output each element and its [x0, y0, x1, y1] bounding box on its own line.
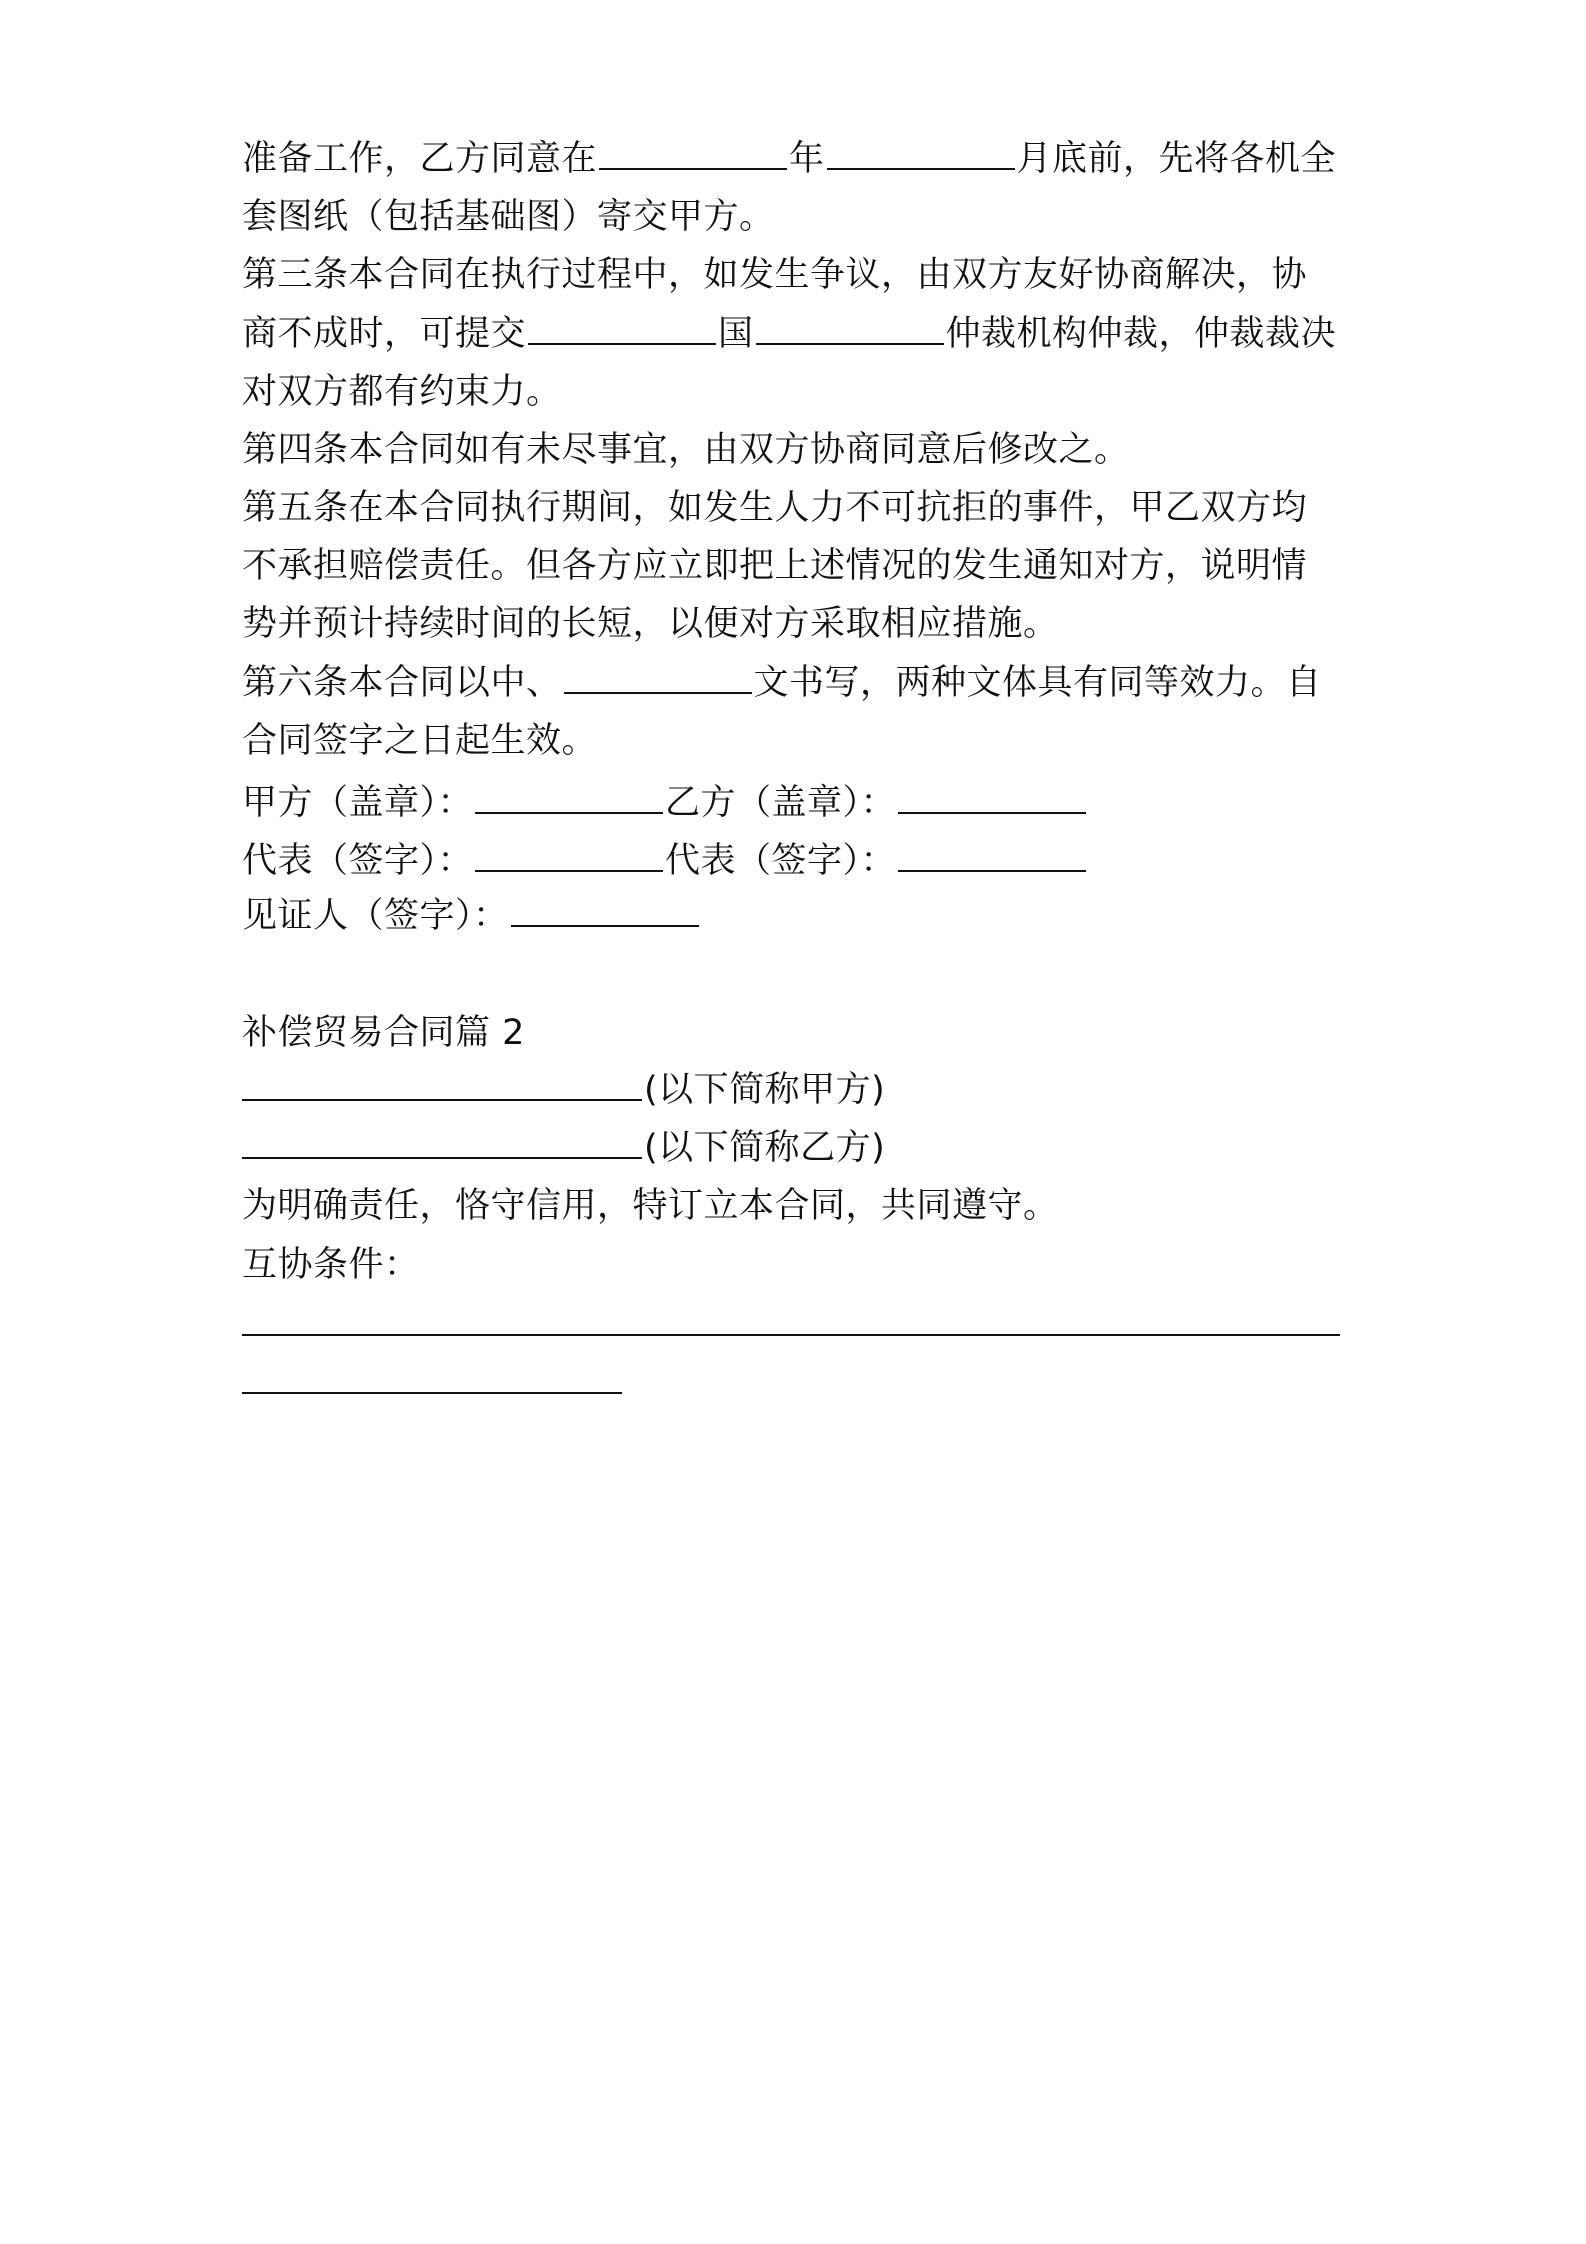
party-a-seal-field[interactable] — [475, 778, 663, 814]
blank-field-country[interactable] — [528, 309, 716, 345]
party-b-seal-field[interactable] — [898, 778, 1086, 814]
text: 仲裁机构仲裁，仲裁裁决 — [945, 314, 1337, 354]
rep-a-label: 代表（签字）： — [242, 841, 474, 881]
rep-b-label: 代表（签字）： — [665, 841, 897, 881]
paragraph-line — [242, 309, 1362, 359]
party-a-suffix: (以下简称甲方) — [644, 1070, 886, 1110]
paragraph-line: 对双方都有约束力。 — [242, 372, 562, 412]
paragraph-line: 合同签字之日起生效。 — [242, 721, 598, 761]
rep-a-field[interactable] — [475, 836, 663, 872]
text: 国 — [718, 314, 754, 354]
conditions-label: 互协条件： — [242, 1245, 420, 1285]
party-a-seal-label: 甲方（盖章）： — [242, 783, 474, 823]
party-b-line — [242, 1123, 1362, 1173]
blank-field-month[interactable] — [827, 134, 1015, 170]
conditions-line-2 — [242, 1358, 1362, 1408]
party-b-name-field[interactable] — [242, 1123, 642, 1159]
signature-line-rep — [242, 836, 1362, 886]
paragraph-line: 不承担赔偿责任。但各方应立即把上述情况的发生通知对方，说明情 — [242, 546, 1308, 586]
text: 商不成时，可提交 — [242, 314, 527, 354]
text: 年 — [789, 139, 825, 179]
text: 第六条本合同以中、 — [242, 663, 562, 703]
article-5-line: 第五条在本合同执行期间，如发生人力不可抗拒的事件，甲乙双方均 — [242, 488, 1308, 528]
paragraph-line: 套图纸（包括基础图）寄交甲方。 — [242, 197, 775, 237]
intro-line: 为明确责任，恪守信用，特订立本合同，共同遵守。 — [242, 1186, 1059, 1226]
section-2-heading: 补偿贸易合同篇 2 — [242, 1013, 525, 1053]
party-a-line — [242, 1065, 1362, 1115]
rep-b-field[interactable] — [898, 836, 1086, 872]
party-a-name-field[interactable] — [242, 1065, 642, 1101]
signature-line-witness — [242, 891, 1362, 941]
blank-field-language[interactable] — [564, 658, 752, 694]
article-4-line: 第四条本合同如有未尽事宜，由双方协商同意后修改之。 — [242, 430, 1130, 470]
paragraph-line — [242, 134, 1362, 184]
witness-field[interactable] — [511, 891, 699, 927]
witness-label: 见证人（签字）： — [242, 896, 509, 936]
text: 月底前，先将各机全 — [1016, 139, 1337, 179]
party-b-suffix: (以下简称乙方) — [644, 1128, 886, 1168]
blank-field-year[interactable] — [599, 134, 787, 170]
article-6-line — [242, 658, 1362, 708]
conditions-line-1 — [242, 1300, 1362, 1350]
paragraph-line: 势并预计持续时间的长短，以便对方采取相应措施。 — [242, 604, 1059, 644]
conditions-field-1[interactable] — [242, 1300, 1340, 1336]
blank-field-arbitration[interactable] — [756, 309, 944, 345]
text: 文书写，两种文体具有同等效力。自 — [753, 663, 1322, 703]
conditions-field-2[interactable] — [242, 1358, 622, 1394]
article-3-line: 第三条本合同在执行过程中，如发生争议，由双方友好协商解决，协 — [242, 255, 1308, 295]
signature-line-seal — [242, 778, 1362, 828]
party-b-seal-label: 乙方（盖章）： — [665, 783, 897, 823]
text: 准备工作，乙方同意在 — [242, 139, 598, 179]
